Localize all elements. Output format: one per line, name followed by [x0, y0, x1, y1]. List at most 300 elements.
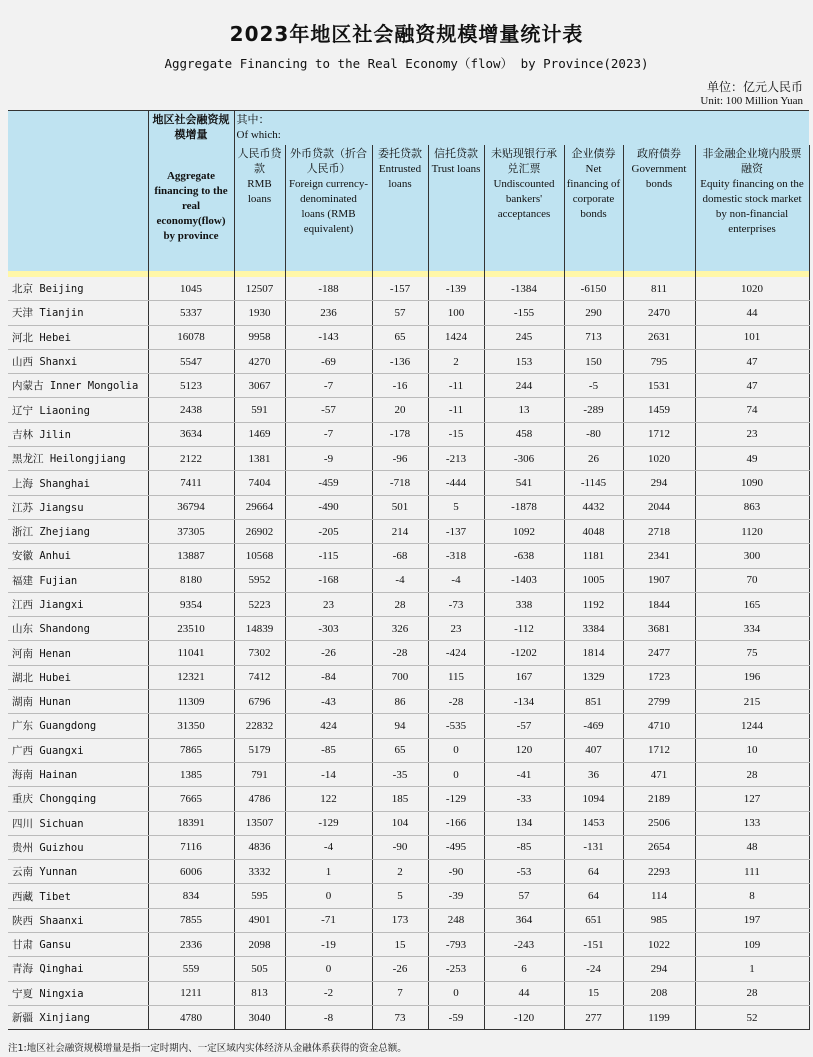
table-row	[8, 835, 809, 859]
value-cell: 505	[234, 957, 285, 981]
table-body	[8, 277, 809, 1030]
value-cell: -90	[372, 835, 428, 859]
value-cell: 300	[695, 544, 809, 568]
value-cell: 2799	[623, 690, 695, 714]
province-cell: 江苏 Jiangsu	[8, 495, 148, 519]
value-cell: 11309	[148, 690, 234, 714]
value-cell: 36794	[148, 495, 234, 519]
value-cell: 6006	[148, 860, 234, 884]
value-cell: 11041	[148, 641, 234, 665]
value-cell: 5179	[234, 738, 285, 762]
value-cell: 541	[484, 471, 564, 495]
value-cell: 795	[623, 349, 695, 373]
value-cell: 3634	[148, 422, 234, 446]
value-cell: -33	[484, 787, 564, 811]
table-row	[8, 374, 809, 398]
value-cell: 100	[428, 301, 484, 325]
value-cell: -718	[372, 471, 428, 495]
table-row	[8, 349, 809, 373]
province-cell: 上海 Shanghai	[8, 471, 148, 495]
value-cell: 1120	[695, 519, 809, 543]
value-cell: -318	[428, 544, 484, 568]
value-cell: -69	[285, 349, 372, 373]
value-cell: 326	[372, 617, 428, 641]
value-cell: 73	[372, 1005, 428, 1029]
value-cell: -469	[564, 714, 623, 738]
value-cell: 364	[484, 908, 564, 932]
value-cell: 1469	[234, 422, 285, 446]
footnote: 注1:地区社会融资规模增量是指一定时期内、一定区域内实体经济从金融体系获得的资金总额。	[8, 1043, 407, 1054]
value-cell: -41	[484, 762, 564, 786]
value-cell: 1814	[564, 641, 623, 665]
value-cell: -120	[484, 1005, 564, 1029]
value-cell: 7411	[148, 471, 234, 495]
province-cell: 云南 Yunnan	[8, 860, 148, 884]
value-cell: 1424	[428, 325, 484, 349]
value-cell: 10568	[234, 544, 285, 568]
value-cell: 2336	[148, 933, 234, 957]
value-cell: -57	[484, 714, 564, 738]
value-cell: 13507	[234, 811, 285, 835]
value-cell: 5	[428, 495, 484, 519]
table-row	[8, 1005, 809, 1029]
value-cell: 811	[623, 277, 695, 301]
value-cell: -143	[285, 325, 372, 349]
value-cell: 28	[695, 762, 809, 786]
value-cell: 49	[695, 447, 809, 471]
province-cell: 西藏 Tibet	[8, 884, 148, 908]
value-cell: 2438	[148, 398, 234, 422]
value-cell: 5952	[234, 568, 285, 592]
value-cell: 109	[695, 933, 809, 957]
value-cell: 294	[623, 957, 695, 981]
value-cell: 294	[623, 471, 695, 495]
value-cell: 57	[372, 301, 428, 325]
value-cell: -6150	[564, 277, 623, 301]
value-cell: 9958	[234, 325, 285, 349]
value-cell: 127	[695, 787, 809, 811]
value-cell: -43	[285, 690, 372, 714]
value-cell: 8	[695, 884, 809, 908]
value-cell: 863	[695, 495, 809, 519]
value-cell: -7	[285, 422, 372, 446]
value-cell: 1045	[148, 277, 234, 301]
value-cell: 4780	[148, 1005, 234, 1029]
unit-label-cn: 单位：亿元人民币	[706, 80, 803, 94]
value-cell: 173	[372, 908, 428, 932]
value-cell: -4	[285, 835, 372, 859]
table-row	[8, 738, 809, 762]
header-total-en: Aggregate financing to the real economy(flow) by province	[154, 170, 228, 242]
value-cell: 1192	[564, 592, 623, 616]
value-cell: -11	[428, 398, 484, 422]
value-cell: 1005	[564, 568, 623, 592]
value-cell: -213	[428, 447, 484, 471]
value-cell: 1712	[623, 422, 695, 446]
header-corporate-bonds: 企业债券 Net financing of corporate bonds	[564, 145, 623, 271]
table-row	[8, 544, 809, 568]
value-cell: 57	[484, 884, 564, 908]
value-cell: 3067	[234, 374, 285, 398]
value-cell: 153	[484, 349, 564, 373]
value-cell: 36	[564, 762, 623, 786]
value-cell: 1459	[623, 398, 695, 422]
province-cell: 宁夏 Ningxia	[8, 981, 148, 1005]
value-cell: 29664	[234, 495, 285, 519]
value-cell: -137	[428, 519, 484, 543]
value-cell: 47	[695, 374, 809, 398]
province-cell: 河南 Henan	[8, 641, 148, 665]
value-cell: 1020	[623, 447, 695, 471]
header-region-blank	[8, 111, 148, 272]
value-cell: -459	[285, 471, 372, 495]
value-cell: 2506	[623, 811, 695, 835]
value-cell: 6796	[234, 690, 285, 714]
value-cell: 0	[428, 762, 484, 786]
value-cell: 23510	[148, 617, 234, 641]
page-title: 2023年地区社会融资规模增量统计表	[229, 22, 584, 46]
value-cell: 20	[372, 398, 428, 422]
page-subtitle: Aggregate Financing to the Real Economy（flow） by Province(2023)	[164, 56, 649, 71]
table-row	[8, 519, 809, 543]
value-cell: -151	[564, 933, 623, 957]
value-cell: 15	[564, 981, 623, 1005]
value-cell: 101	[695, 325, 809, 349]
value-cell: -253	[428, 957, 484, 981]
value-cell: 245	[484, 325, 564, 349]
value-cell: 851	[564, 690, 623, 714]
value-cell: 290	[564, 301, 623, 325]
value-cell: 3332	[234, 860, 285, 884]
value-cell: 150	[564, 349, 623, 373]
value-cell: 4710	[623, 714, 695, 738]
value-cell: 64	[564, 860, 623, 884]
table-row	[8, 592, 809, 616]
value-cell: 651	[564, 908, 623, 932]
value-cell: -444	[428, 471, 484, 495]
value-cell: -1145	[564, 471, 623, 495]
table-row	[8, 811, 809, 835]
unit-label-en: Unit: 100 Million Yuan	[700, 95, 803, 107]
value-cell: 277	[564, 1005, 623, 1029]
value-cell: 196	[695, 665, 809, 689]
value-cell: 4786	[234, 787, 285, 811]
value-cell: -9	[285, 447, 372, 471]
table-row	[8, 690, 809, 714]
value-cell: -2	[285, 981, 372, 1005]
value-cell: 86	[372, 690, 428, 714]
value-cell: 4048	[564, 519, 623, 543]
province-cell: 内蒙古 Inner Mongolia	[8, 374, 148, 398]
value-cell: 1199	[623, 1005, 695, 1029]
value-cell: 28	[372, 592, 428, 616]
table-row	[8, 447, 809, 471]
value-cell: 2654	[623, 835, 695, 859]
value-cell: 44	[695, 301, 809, 325]
header-rmb-loans: 人民币贷款 RMB loans	[234, 145, 285, 271]
table-row	[8, 714, 809, 738]
value-cell: 7	[372, 981, 428, 1005]
value-cell: -535	[428, 714, 484, 738]
value-cell: 94	[372, 714, 428, 738]
value-cell: -5	[564, 374, 623, 398]
value-cell: 700	[372, 665, 428, 689]
province-cell: 北京 Beijing	[8, 277, 148, 301]
value-cell: -90	[428, 860, 484, 884]
table-row	[8, 641, 809, 665]
value-cell: -424	[428, 641, 484, 665]
value-cell: -26	[285, 641, 372, 665]
value-cell: 14839	[234, 617, 285, 641]
value-cell: 5123	[148, 374, 234, 398]
header-total	[148, 111, 234, 272]
table-container	[8, 110, 809, 1030]
header-of-which-cn: 其中：	[236, 114, 270, 126]
province-cell: 海南 Hainan	[8, 762, 148, 786]
header-of-which-en: Of which:	[236, 129, 281, 141]
value-cell: 6	[484, 957, 564, 981]
value-cell: -490	[285, 495, 372, 519]
value-cell: 74	[695, 398, 809, 422]
value-cell: 4836	[234, 835, 285, 859]
value-cell: 7404	[234, 471, 285, 495]
value-cell: 407	[564, 738, 623, 762]
value-cell: 0	[285, 957, 372, 981]
value-cell: 471	[623, 762, 695, 786]
value-cell: -243	[484, 933, 564, 957]
province-cell: 河北 Hebei	[8, 325, 148, 349]
value-cell: 0	[285, 884, 372, 908]
header-entrusted-loans: 委托贷款 Entrusted loans	[372, 145, 428, 271]
value-cell: 31350	[148, 714, 234, 738]
value-cell: -289	[564, 398, 623, 422]
table-row	[8, 665, 809, 689]
value-cell: 2098	[234, 933, 285, 957]
value-cell: 1244	[695, 714, 809, 738]
value-cell: 1020	[695, 277, 809, 301]
value-cell: 3681	[623, 617, 695, 641]
value-cell: 458	[484, 422, 564, 446]
value-cell: -1878	[484, 495, 564, 519]
province-cell: 新疆 Xinjiang	[8, 1005, 148, 1029]
table-row	[8, 860, 809, 884]
value-cell: -157	[372, 277, 428, 301]
value-cell: 1	[695, 957, 809, 981]
value-cell: 1844	[623, 592, 695, 616]
table-row	[8, 568, 809, 592]
value-cell: 4432	[564, 495, 623, 519]
province-cell: 贵州 Guizhou	[8, 835, 148, 859]
value-cell: 75	[695, 641, 809, 665]
table-row	[8, 325, 809, 349]
province-cell: 吉林 Jilin	[8, 422, 148, 446]
value-cell: 1	[285, 860, 372, 884]
value-cell: 0	[428, 738, 484, 762]
value-cell: -59	[428, 1005, 484, 1029]
value-cell: -11	[428, 374, 484, 398]
value-cell: 133	[695, 811, 809, 835]
value-cell: 7412	[234, 665, 285, 689]
value-cell: -205	[285, 519, 372, 543]
value-cell: 215	[695, 690, 809, 714]
value-cell: -178	[372, 422, 428, 446]
header-total-cn: 地区社会融资规模增量	[152, 114, 230, 141]
value-cell: -14	[285, 762, 372, 786]
value-cell: 23	[695, 422, 809, 446]
value-cell: 4270	[234, 349, 285, 373]
value-cell: -84	[285, 665, 372, 689]
value-cell: 2293	[623, 860, 695, 884]
value-cell: -131	[564, 835, 623, 859]
value-cell: 120	[484, 738, 564, 762]
value-cell: -793	[428, 933, 484, 957]
table-row	[8, 398, 809, 422]
province-cell: 山西 Shanxi	[8, 349, 148, 373]
value-cell: -306	[484, 447, 564, 471]
value-cell: 167	[484, 665, 564, 689]
table-row	[8, 884, 809, 908]
value-cell: 834	[148, 884, 234, 908]
value-cell: 2470	[623, 301, 695, 325]
value-cell: 23	[285, 592, 372, 616]
value-cell: -134	[484, 690, 564, 714]
value-cell: -8	[285, 1005, 372, 1029]
value-cell: -166	[428, 811, 484, 835]
value-cell: 1907	[623, 568, 695, 592]
value-cell: -1384	[484, 277, 564, 301]
value-cell: 1712	[623, 738, 695, 762]
province-cell: 江西 Jiangxi	[8, 592, 148, 616]
value-cell: 16078	[148, 325, 234, 349]
value-cell: 26902	[234, 519, 285, 543]
header-bankers-acceptances: 未贴现银行承兑汇票 Undiscounted bankers' acceptances	[484, 145, 564, 271]
value-cell: 70	[695, 568, 809, 592]
value-cell: 1092	[484, 519, 564, 543]
value-cell: -168	[285, 568, 372, 592]
province-cell: 广东 Guangdong	[8, 714, 148, 738]
financing-table	[8, 110, 810, 1030]
value-cell: 1531	[623, 374, 695, 398]
value-cell: 65	[372, 738, 428, 762]
header-of-which	[234, 111, 809, 146]
value-cell: 1094	[564, 787, 623, 811]
value-cell: 7665	[148, 787, 234, 811]
value-cell: 115	[428, 665, 484, 689]
province-cell: 青海 Qinghai	[8, 957, 148, 981]
value-cell: -155	[484, 301, 564, 325]
value-cell: 4901	[234, 908, 285, 932]
value-cell: 3040	[234, 1005, 285, 1029]
value-cell: -129	[285, 811, 372, 835]
value-cell: 791	[234, 762, 285, 786]
value-cell: 5547	[148, 349, 234, 373]
value-cell: 65	[372, 325, 428, 349]
value-cell: 10	[695, 738, 809, 762]
value-cell: -96	[372, 447, 428, 471]
province-cell: 黑龙江 Heilongjiang	[8, 447, 148, 471]
value-cell: -129	[428, 787, 484, 811]
value-cell: 7116	[148, 835, 234, 859]
value-cell: 13	[484, 398, 564, 422]
province-cell: 四川 Sichuan	[8, 811, 148, 835]
value-cell: -24	[564, 957, 623, 981]
province-cell: 辽宁 Liaoning	[8, 398, 148, 422]
value-cell: 1930	[234, 301, 285, 325]
province-cell: 甘肃 Gansu	[8, 933, 148, 957]
table-row	[8, 787, 809, 811]
value-cell: 1211	[148, 981, 234, 1005]
value-cell: -68	[372, 544, 428, 568]
value-cell: 2	[428, 349, 484, 373]
value-cell: -57	[285, 398, 372, 422]
value-cell: 7865	[148, 738, 234, 762]
value-cell: 5223	[234, 592, 285, 616]
header-trust-loans: 信托贷款 Trust loans	[428, 145, 484, 271]
value-cell: 2341	[623, 544, 695, 568]
value-cell: -4	[428, 568, 484, 592]
value-cell: 47	[695, 349, 809, 373]
value-cell: 591	[234, 398, 285, 422]
value-cell: -112	[484, 617, 564, 641]
value-cell: -4	[372, 568, 428, 592]
value-cell: 52	[695, 1005, 809, 1029]
value-cell: 1723	[623, 665, 695, 689]
value-cell: 334	[695, 617, 809, 641]
value-cell: 2044	[623, 495, 695, 519]
table-row	[8, 277, 809, 301]
value-cell: 23	[428, 617, 484, 641]
value-cell: 64	[564, 884, 623, 908]
value-cell: 813	[234, 981, 285, 1005]
value-cell: -303	[285, 617, 372, 641]
province-cell: 浙江 Zhejiang	[8, 519, 148, 543]
value-cell: -139	[428, 277, 484, 301]
value-cell: 208	[623, 981, 695, 1005]
value-cell: 1385	[148, 762, 234, 786]
value-cell: 559	[148, 957, 234, 981]
value-cell: -15	[428, 422, 484, 446]
value-cell: 2477	[623, 641, 695, 665]
value-cell: -638	[484, 544, 564, 568]
value-cell: 2189	[623, 787, 695, 811]
province-cell: 广西 Guangxi	[8, 738, 148, 762]
value-cell: 26	[564, 447, 623, 471]
value-cell: 37305	[148, 519, 234, 543]
value-cell: 338	[484, 592, 564, 616]
province-cell: 山东 Shandong	[8, 617, 148, 641]
value-cell: 2122	[148, 447, 234, 471]
value-cell: 248	[428, 908, 484, 932]
table-row	[8, 933, 809, 957]
value-cell: 0	[428, 981, 484, 1005]
value-cell: -85	[484, 835, 564, 859]
value-cell: -7	[285, 374, 372, 398]
value-cell: 8180	[148, 568, 234, 592]
value-cell: -28	[428, 690, 484, 714]
table-row	[8, 762, 809, 786]
table-row	[8, 908, 809, 932]
value-cell: 7302	[234, 641, 285, 665]
province-cell: 湖北 Hubei	[8, 665, 148, 689]
value-cell: 12507	[234, 277, 285, 301]
table-row	[8, 617, 809, 641]
value-cell: 2718	[623, 519, 695, 543]
value-cell: 114	[623, 884, 695, 908]
value-cell: -35	[372, 762, 428, 786]
table-row	[8, 495, 809, 519]
value-cell: 1090	[695, 471, 809, 495]
value-cell: 185	[372, 787, 428, 811]
